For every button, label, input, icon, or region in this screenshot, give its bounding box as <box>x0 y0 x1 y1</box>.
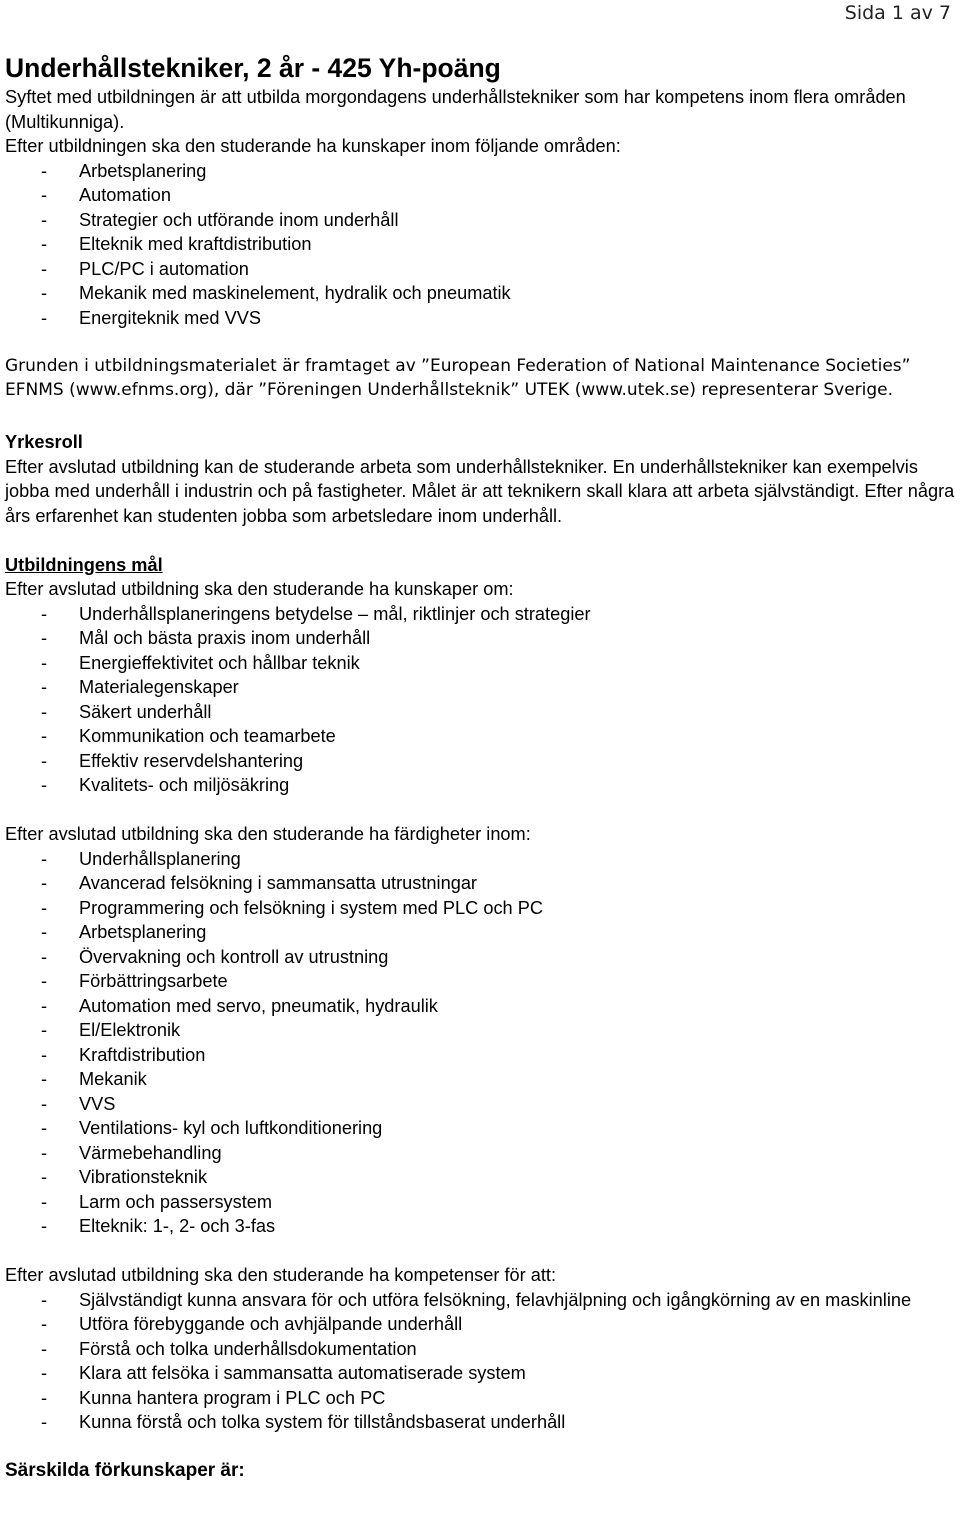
list-item <box>5 1214 955 1239</box>
list-item-text: Automation <box>79 185 172 205</box>
list-item-text: Utföra förebyggande och avhjälpande underhåll <box>79 1314 463 1334</box>
list-dash: - <box>41 1387 48 1408</box>
list-item-text: Materialegenskaper <box>79 677 239 697</box>
list-item-text: Strategier och utförande inom underhåll <box>79 209 399 230</box>
list-dash: - <box>41 1044 48 1065</box>
kunskaper-lead: Efter avslutad utbildning ska den studerande ha kunskaper om: <box>5 579 514 599</box>
list-dash: - <box>41 1118 48 1138</box>
list-item <box>5 602 955 627</box>
list-item-text: PLC/PC i automation <box>79 258 249 279</box>
list-item-text: Energiteknik med VVS <box>79 307 261 328</box>
list-item-text: Klara att felsöka i sammansatta automatiserade system <box>79 1363 526 1383</box>
list-item-text: VVS <box>79 1093 116 1114</box>
list-item-text: Energieffektivitet och hållbar teknik <box>79 652 360 673</box>
list-item <box>5 306 955 331</box>
list-item-text: Ventilations- kyl och luftkonditionering <box>79 1118 383 1138</box>
basis-paragraph: Grunden i utbildningsmaterialet är framtaget av ”European Federation of National Maintenance Societies” EFNMS (www.efnms.org), där ”Föreningen Underhållsteknik” UTEK (www.utek.se) representerar Sverige. <box>5 355 911 400</box>
list-item <box>5 675 955 700</box>
list-item <box>5 896 955 921</box>
list-dash: - <box>41 971 48 991</box>
list-dash: - <box>41 283 48 303</box>
list-item <box>5 969 955 994</box>
list-item <box>5 626 955 651</box>
list-item-text: Elteknik: 1-, 2- och 3-fas <box>79 1216 276 1236</box>
yrkesroll-paragraph: Efter avslutad utbildning kan de studerande arbeta som underhållstekniker. En underhållstekniker kan exempelvis jobba med underhåll i industrin och på fastigheter. Målet är att teknikern skall klara att arbeta självständigt. Efter några års erfarenhet kan studenten jobba som arbetsledare inom underhåll. <box>5 456 955 526</box>
list-dash: - <box>41 209 48 230</box>
list-item <box>5 232 955 257</box>
list-dash: - <box>41 701 48 722</box>
kompetenser-lead: Efter avslutad utbildning ska den studerande ha kompetenser för att: <box>5 1265 557 1285</box>
list-dash: - <box>41 628 48 648</box>
list-item <box>5 700 955 725</box>
list-item <box>5 1018 955 1043</box>
list-item <box>5 1410 955 1435</box>
list-item <box>5 1312 955 1337</box>
list-dash: - <box>41 185 48 205</box>
document-body <box>5 52 955 1483</box>
list-dash: - <box>41 922 48 942</box>
list-item-text: Förbättringsarbete <box>79 971 228 991</box>
list-item-text: Säkert underhåll <box>79 701 212 722</box>
list-item-text: Underhållsplanering <box>79 848 241 869</box>
list-item <box>5 1067 955 1092</box>
list-dash: - <box>41 1314 48 1334</box>
list-item <box>5 1190 955 1215</box>
list-item <box>5 651 955 676</box>
list-dash: - <box>41 750 48 771</box>
list-item-text: Effektiv reservdelshantering <box>79 750 304 771</box>
list-item <box>5 1116 955 1141</box>
list-item <box>5 749 955 774</box>
forkunskaper-heading: Särskilda förkunskaper är: <box>5 1460 245 1481</box>
list-dash: - <box>41 946 48 967</box>
purpose-paragraph: Syftet med utbildningen är att utbilda morgondagens underhållstekniker som har kompetens inom flera områden (Multikunniga). <box>5 87 906 132</box>
page-number: Sida 1 av 7 <box>844 2 951 24</box>
list-item-text: Avancerad felsökning i sammansatta utrustningar <box>79 873 477 893</box>
list-dash: - <box>41 1412 48 1432</box>
document-title: Underhållstekniker, 2 år - 425 Yh-poäng <box>5 53 501 83</box>
list-dash: - <box>41 1338 48 1359</box>
list-dash: - <box>41 1020 48 1040</box>
list-dash: - <box>41 775 48 795</box>
list-item-text: Kunna förstå och tolka system för tillståndsbaserat underhåll <box>79 1412 566 1432</box>
list-dash: - <box>41 1167 48 1187</box>
list-dash: - <box>41 652 48 673</box>
list-item-text: Kommunikation och teamarbete <box>79 726 336 746</box>
list-item-text: Kvalitets- och miljösäkring <box>79 775 290 795</box>
list-dash: - <box>41 995 48 1016</box>
list-item-text: Förstå och tolka underhållsdokumentation <box>79 1338 417 1359</box>
list-item-text: Arbetsplanering <box>79 160 207 181</box>
list-item-text: Värmebehandling <box>79 1142 222 1163</box>
list-item-text: Övervakning och kontroll av utrustning <box>79 946 389 967</box>
yrkesroll-heading: Yrkesroll <box>5 432 83 452</box>
areas-list <box>5 159 955 331</box>
list-dash: - <box>41 307 48 328</box>
list-item-text: Automation med servo, pneumatik, hydraulik <box>79 995 438 1016</box>
list-item-text: Kraftdistribution <box>79 1044 206 1065</box>
list-item <box>5 945 955 970</box>
list-item-text: Kunna hantera program i PLC och PC <box>79 1387 386 1408</box>
list-dash: - <box>41 1069 48 1089</box>
list-item <box>5 773 955 798</box>
list-item <box>5 159 955 184</box>
list-item <box>5 1288 955 1313</box>
list-item-text: Arbetsplanering <box>79 922 207 942</box>
list-item <box>5 257 955 282</box>
mal-heading: Utbildningens mål <box>5 554 163 575</box>
list-item <box>5 871 955 896</box>
list-dash: - <box>41 677 48 697</box>
list-item <box>5 281 955 306</box>
list-dash: - <box>41 1216 48 1236</box>
list-item <box>5 1092 955 1117</box>
list-item <box>5 1043 955 1068</box>
list-item-text: Mekanik <box>79 1069 147 1089</box>
list-dash: - <box>41 848 48 869</box>
list-dash: - <box>41 603 48 624</box>
list-dash: - <box>41 1191 48 1212</box>
list-item <box>5 1386 955 1411</box>
list-dash: - <box>41 234 48 254</box>
list-dash: - <box>41 1142 48 1163</box>
fardigheter-list <box>5 847 955 1239</box>
list-item-text: Larm och passersystem <box>79 1191 273 1212</box>
list-dash: - <box>41 160 48 181</box>
list-item <box>5 183 955 208</box>
list-item-text: Underhållsplaneringens betydelse – mål, riktlinjer och strategier <box>79 603 591 624</box>
list-dash: - <box>41 258 48 279</box>
list-item-text: Mekanik med maskinelement, hydralik och pneumatik <box>79 283 511 303</box>
list-dash: - <box>41 1093 48 1114</box>
list-item <box>5 724 955 749</box>
list-item-text: El/Elektronik <box>79 1020 181 1040</box>
list-item-text: Programmering och felsökning i system med PLC och PC <box>79 897 543 918</box>
list-item-text: Vibrationsteknik <box>79 1167 208 1187</box>
fardigheter-lead: Efter avslutad utbildning ska den studerande ha färdigheter inom: <box>5 824 531 844</box>
list-item-text: Mål och bästa praxis inom underhåll <box>79 628 371 648</box>
list-dash: - <box>41 897 48 918</box>
list-dash: - <box>41 726 48 746</box>
areas-lead: Efter utbildningen ska den studerande ha kunskaper inom följande områden: <box>5 136 621 156</box>
list-item <box>5 1141 955 1166</box>
list-item <box>5 994 955 1019</box>
list-item-text: Självständigt kunna ansvara för och utföra felsökning, felavhjälpning och igångkörning av en maskinline <box>79 1289 912 1310</box>
list-item <box>5 1361 955 1386</box>
list-item-text: Elteknik med kraftdistribution <box>79 234 312 254</box>
list-item <box>5 1337 955 1362</box>
list-item <box>5 847 955 872</box>
kompetenser-list <box>5 1288 955 1435</box>
list-dash: - <box>41 1363 48 1383</box>
list-item <box>5 920 955 945</box>
list-item <box>5 208 955 233</box>
list-dash: - <box>41 873 48 893</box>
list-item <box>5 1165 955 1190</box>
list-dash: - <box>41 1289 48 1310</box>
kunskaper-list <box>5 602 955 798</box>
